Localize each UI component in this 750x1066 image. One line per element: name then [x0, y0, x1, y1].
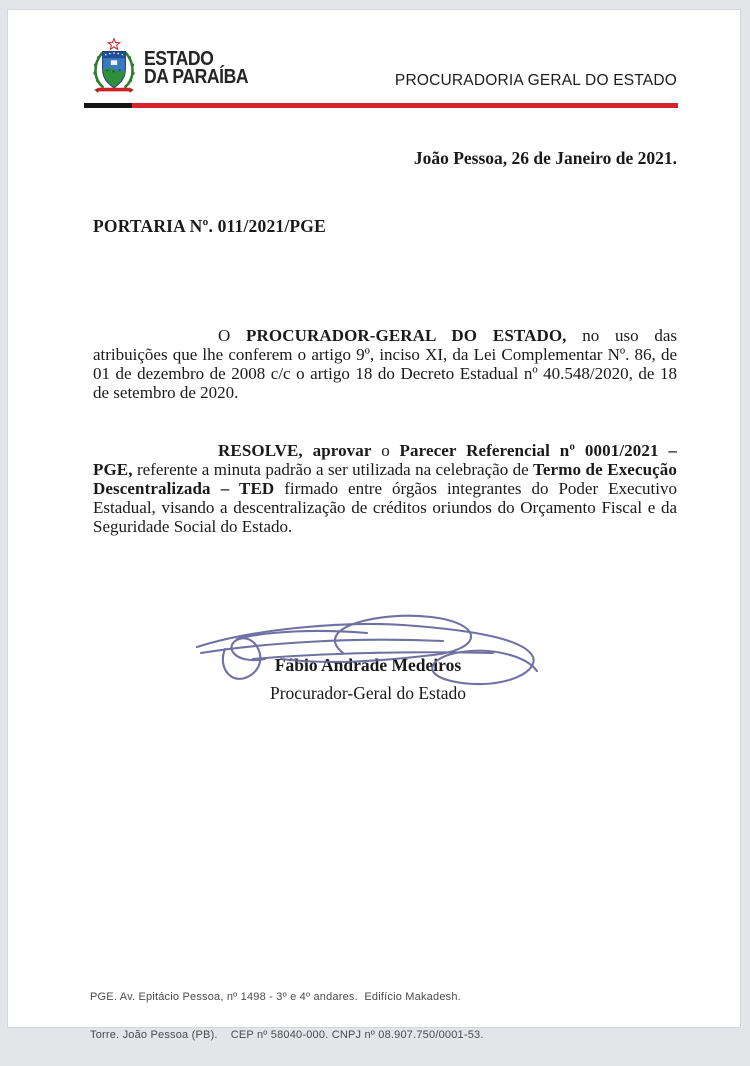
footer-address-line1: PGE. Av. Epitácio Pessoa, nº 1498 - 3º e 4º andares. Edifício Makadesh.	[90, 991, 461, 1003]
paragraph-preamble-rest: no uso das atribuições que lhe conferem o artigo 9º, inciso XI, da Lei Complementar Nº. 86, de 01 de dezembro de 2008 c/c o artigo 18 do Decreto Estadual nº 40.548/2020, de 18 de setembro de 2020.	[93, 326, 678, 402]
signatory-name: Fábio Andrade Medeiros	[274, 655, 462, 675]
resolution-mid2: referente a minuta padrão a ser utilizada na celebração de	[132, 460, 534, 479]
logo-wordmark-line2: DA PARAÍBA	[144, 66, 249, 88]
resolution-bold-parecer: Parecer Referencial nº 0001/2021 – PGE,	[93, 441, 678, 479]
paragraph-preamble-bold: PROCURADOR-GERAL DO ESTADO,	[246, 326, 567, 345]
header-rule-black-segment	[84, 103, 132, 108]
resolution-mid1: o	[371, 441, 400, 460]
doc-number: PORTARIA Nº. 011/2021/PGE	[93, 216, 326, 236]
resolution-bold-resolve: RESOLVE, aprovar	[218, 441, 372, 460]
paraiba-coat-of-arms-icon	[88, 38, 140, 94]
signatory-title: Procurador-Geral do Estado	[270, 683, 466, 703]
date-line: João Pessoa, 26 de Janeiro de 2021.	[413, 148, 677, 168]
document-page	[8, 10, 740, 1041]
paragraph-preamble	[93, 326, 677, 402]
logo-wordmark-line1: ESTADO	[144, 48, 214, 70]
footer-address	[90, 966, 484, 1066]
resolution-bold-ted: Termo de Execução Descentralizada – TED	[93, 460, 677, 498]
header-rule-red-segment	[132, 103, 678, 108]
paragraph-preamble-lead: O	[218, 326, 247, 345]
logo-wordmark	[144, 50, 248, 86]
signature-block	[158, 655, 578, 703]
header-rule	[84, 103, 678, 108]
footer-address-line2: Torre. João Pessoa (PB). CEP nº 58040-000. CNPJ nº 08.907.750/0001-53.	[90, 1028, 484, 1041]
org-title: PROCURADORIA GERAL DO ESTADO	[394, 72, 677, 89]
paragraph-resolution	[93, 441, 677, 536]
resolution-rest: firmado entre órgãos integrantes do Poder Executivo Estadual, visando a descentralização de créditos oriundos do Orçamento Fiscal e da Seguridade Social do Estado.	[93, 479, 677, 536]
